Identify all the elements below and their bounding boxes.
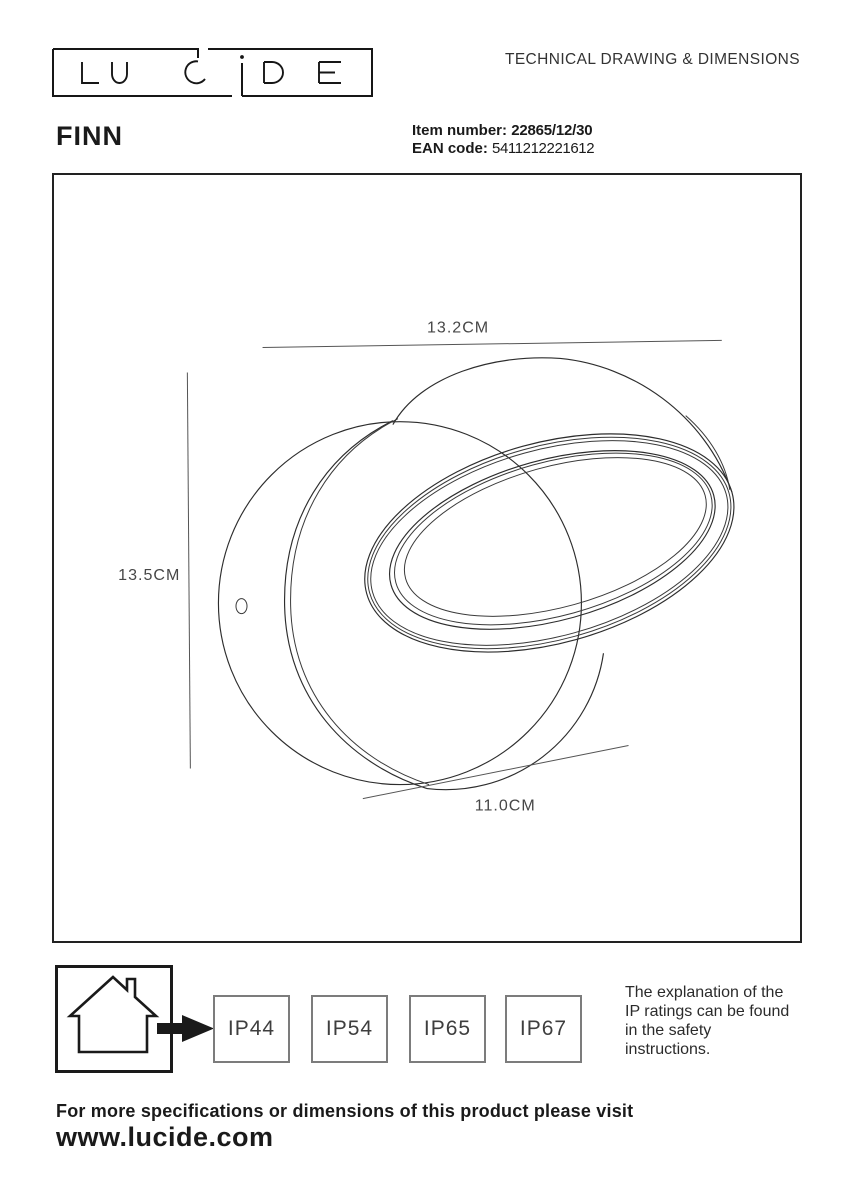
technical-drawing — [54, 175, 800, 941]
ring-outer-2 — [344, 400, 755, 686]
logo-border-bottom-left — [53, 49, 232, 96]
arrow-right-icon — [155, 1010, 217, 1047]
house-icon — [58, 968, 170, 1070]
ip-rating-label: IP54 — [325, 1017, 374, 1040]
screw-hole — [236, 599, 247, 614]
lucide-logo — [52, 48, 373, 97]
logo-border-top-left — [53, 49, 198, 58]
logo-letter-L — [82, 62, 99, 83]
sphere-body-outline — [427, 653, 603, 789]
logo-letter-E — [319, 62, 341, 83]
item-number-label: Item number: — [412, 122, 508, 139]
logo-border-right — [208, 49, 372, 96]
ip-rating-label: IP44 — [227, 1017, 276, 1040]
item-number-value: 22865/12/30 — [511, 122, 593, 139]
ip-ratings-note — [625, 983, 789, 1059]
wall-plate-outline — [218, 422, 581, 785]
ean-row — [412, 140, 594, 158]
ip-rating-label: IP67 — [519, 1017, 568, 1040]
ip-rating-box-ip67 — [505, 995, 582, 1063]
ip-rating-box-ip54 — [311, 995, 388, 1063]
sphere-collar-outer — [285, 421, 427, 789]
logo-letters — [82, 61, 341, 83]
item-number-row — [412, 122, 594, 140]
ip-note-line: instructions. — [625, 1041, 711, 1058]
dome-outline — [393, 358, 732, 492]
logo-letter-C — [185, 61, 205, 83]
dome-rim-detail — [686, 416, 730, 490]
ip-note-line: The explanation of the — [625, 984, 784, 1001]
ean-value: 5411212221612 — [492, 140, 595, 157]
dim-line-height — [187, 373, 190, 769]
ip-rating-box-ip65 — [409, 995, 486, 1063]
ring-inner-1 — [370, 418, 736, 662]
dim-line-width — [263, 340, 722, 347]
logo-letter-i-dot — [240, 55, 244, 59]
logo-letter-D — [264, 62, 283, 83]
dim-label-width: 13.2CM — [427, 318, 490, 337]
light-aperture — [387, 428, 724, 646]
product-codes — [412, 122, 594, 158]
ip-rating-box-ip44 — [213, 995, 290, 1063]
ip-rating-label: IP65 — [423, 1017, 472, 1040]
ip-note-line: IP ratings can be found — [625, 1003, 790, 1020]
footer-text: For more specifications or dimensions of this product please visit — [56, 1101, 634, 1121]
document-title: TECHNICAL DRAWING & DIMENSIONS — [504, 51, 800, 68]
product-name: FINN — [56, 121, 123, 151]
footer-website: www.lucide.com — [56, 1122, 274, 1152]
ean-label: EAN code: — [412, 140, 488, 157]
logo-letter-U — [112, 62, 127, 83]
dim-label-depth: 11.0CM — [474, 796, 536, 815]
dim-label-height: 13.5CM — [118, 566, 181, 585]
technical-drawing-frame — [52, 173, 802, 943]
dim-line-depth — [363, 745, 629, 798]
ip-note-line: in the safety — [625, 1022, 712, 1039]
ring-outer-3 — [348, 404, 751, 682]
